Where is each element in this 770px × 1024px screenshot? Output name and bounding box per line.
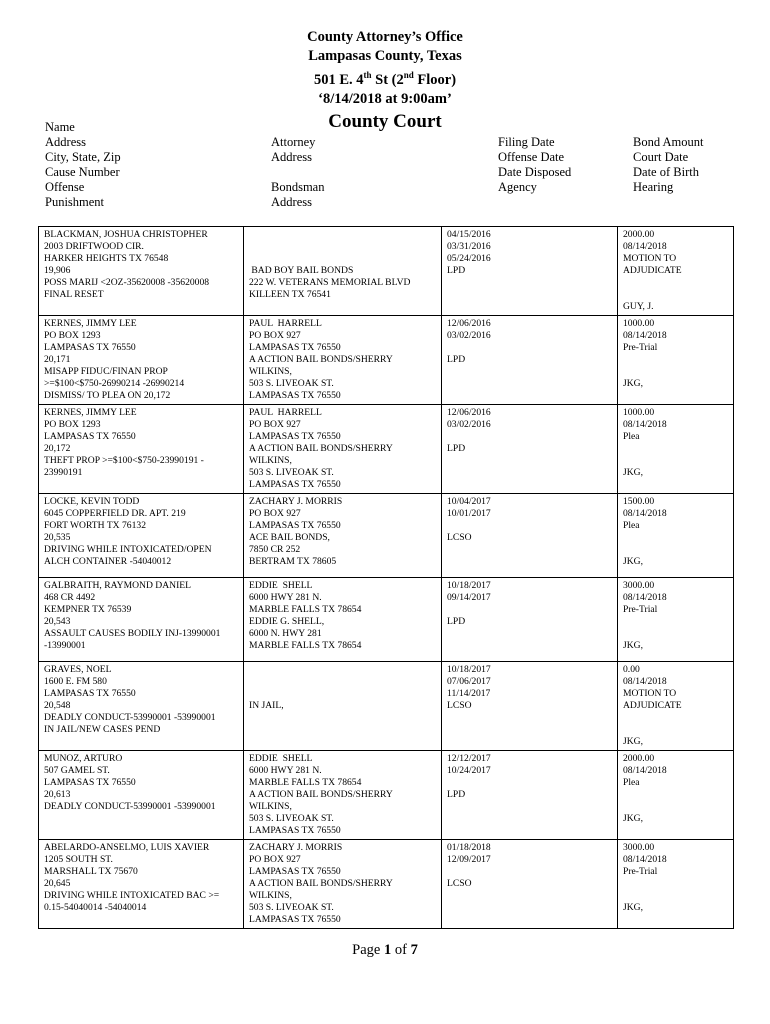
legend-label: City, State, Zip bbox=[45, 150, 121, 164]
defendant-cell: KERNES, JIMMY LEE PO BOX 1293 LAMPASAS TX 76550 20,171 MISAPP FIDUC/FINAN PROP >=$100<$750-26990214 -26990214 DISMISS/ TO PLEA ON 20,172 bbox=[39, 316, 244, 405]
legend-label bbox=[271, 120, 324, 135]
attorney-bondsman-cell: BAD BOY BAIL BONDS 222 W. VETERANS MEMORIAL BLVD KILLEEN TX 76541 bbox=[244, 227, 442, 316]
docket-row bbox=[39, 316, 734, 405]
legend-label: Date of Birth bbox=[633, 165, 699, 179]
dates-agency-cell: 01/18/2018 12/09/2017 LCSO bbox=[442, 840, 618, 929]
dates-agency-cell: 12/06/2016 03/02/2016 LPD bbox=[442, 405, 618, 494]
document-header bbox=[0, 28, 770, 134]
legend-col-dates bbox=[498, 120, 571, 210]
legend-label: Cause Number bbox=[45, 165, 120, 179]
defendant-cell: ABELARDO-ANSELMO, LUIS XAVIER 1205 SOUTH ST. MARSHALL TX 75670 20,645 DRIVING WHILE INTOXICATED BAC >= 0.15-54040014 -54040014 bbox=[39, 840, 244, 929]
docket-row bbox=[39, 494, 734, 578]
bond-court-cell: 1000.00 08/14/2018 Pre-Trial JKG, bbox=[618, 316, 734, 405]
dates-agency-cell: 12/06/2016 03/02/2016 LPD bbox=[442, 316, 618, 405]
docket-row bbox=[39, 662, 734, 751]
dates-agency-cell: 10/18/2017 07/06/2017 11/14/2017 LCSO bbox=[442, 662, 618, 751]
legend-col-attorney bbox=[271, 120, 324, 210]
legend-col-defendant bbox=[45, 120, 121, 210]
defendant-cell: MUNOZ, ARTURO 507 GAMEL ST. LAMPASAS TX 76550 20,613 DEADLY CONDUCT-53990001 -53990001 bbox=[39, 751, 244, 840]
attorney-bondsman-cell: ZACHARY J. MORRIS PO BOX 927 LAMPASAS TX 76550 A ACTION BAIL BONDS/SHERRY WILKINS, 503 S. LIVEOAK ST. LAMPASAS TX 76550 bbox=[244, 840, 442, 929]
page-footer: Page 1 of 7 bbox=[352, 942, 418, 958]
county-title: Lampasas County, Texas bbox=[308, 48, 462, 64]
legend-label: Address bbox=[45, 135, 86, 149]
docket-table bbox=[38, 226, 734, 929]
bond-court-cell: 3000.00 08/14/2018 Pre-Trial JKG, bbox=[618, 578, 734, 662]
legend-label bbox=[633, 195, 704, 210]
attorney-bondsman-cell: PAUL HARRELL PO BOX 927 LAMPASAS TX 76550 A ACTION BAIL BONDS/SHERRY WILKINS, 503 S. LIVEOAK ST. LAMPASAS TX 76550 bbox=[244, 316, 442, 405]
docket-row bbox=[39, 578, 734, 662]
bond-court-cell: 2000.00 08/14/2018 Plea JKG, bbox=[618, 751, 734, 840]
bond-court-cell: 2000.00 08/14/2018 MOTION TO ADJUDICATE GUY, J. bbox=[618, 227, 734, 316]
office-title: County Attorney’s Office bbox=[307, 29, 463, 45]
legend-label: Agency bbox=[498, 180, 537, 194]
legend-label: Attorney bbox=[271, 135, 316, 149]
legend-label bbox=[633, 120, 704, 135]
attorney-bondsman-cell: EDDIE SHELL 6000 HWY 281 N. MARBLE FALLS TX 78654 A ACTION BAIL BONDS/SHERRY WILKINS, 503 S. LIVEOAK ST. LAMPASAS TX 76550 bbox=[244, 751, 442, 840]
docket-row bbox=[39, 840, 734, 929]
bond-court-cell: 3000.00 08/14/2018 Pre-Trial JKG, bbox=[618, 840, 734, 929]
legend-label: Bondsman bbox=[271, 180, 325, 194]
docket-datetime: ‘8/14/2018 at 9:00am’ bbox=[318, 90, 452, 107]
attorney-bondsman-cell: EDDIE SHELL 6000 HWY 281 N. MARBLE FALLS TX 78654 EDDIE G. SHELL, 6000 N. HWY 281 MARBLE FALLS TX 78654 bbox=[244, 578, 442, 662]
page-total: 7 bbox=[410, 942, 418, 958]
legend-label: Court Date bbox=[633, 150, 689, 164]
page-number: 1 bbox=[383, 942, 392, 958]
legend-label: Name bbox=[45, 120, 75, 134]
legend-label bbox=[271, 165, 324, 180]
attorney-bondsman-cell: ZACHARY J. MORRIS PO BOX 927 LAMPASAS TX 76550 ACE BAIL BONDS, 7850 CR 252 BERTRAM TX 78605 bbox=[244, 494, 442, 578]
bond-court-cell: 0.00 08/14/2018 MOTION TO ADJUDICATE JKG, bbox=[618, 662, 734, 751]
legend-label: Filing Date bbox=[498, 135, 555, 149]
legend-label: Address bbox=[271, 195, 312, 209]
docket-row bbox=[39, 227, 734, 316]
legend-label bbox=[498, 120, 571, 135]
legend-label: Offense Date bbox=[498, 150, 565, 164]
bond-court-cell: 1000.00 08/14/2018 Plea JKG, bbox=[618, 405, 734, 494]
defendant-cell: KERNES, JIMMY LEE PO BOX 1293 LAMPASAS TX 76550 20,172 THEFT PROP >=$100<$750-23990191 - 23990191 bbox=[39, 405, 244, 494]
defendant-cell: LOCKE, KEVIN TODD 6045 COPPERFIELD DR. APT. 219 FORT WORTH TX 76132 20,535 DRIVING WHILE INTOXICATED/OPEN ALCH CONTAINER -54040012 bbox=[39, 494, 244, 578]
defendant-cell: GRAVES, NOEL 1600 E. FM 580 LAMPASAS TX 76550 20,548 DEADLY CONDUCT-53990001 -53990001 IN JAIL/NEW CASES PEND bbox=[39, 662, 244, 751]
legend-label: Hearing bbox=[633, 180, 674, 194]
defendant-cell: GALBRAITH, RAYMOND DANIEL 468 CR 4492 KEMPNER TX 76539 20,543 ASSAULT CAUSES BODILY INJ-13990001 -13990001 bbox=[39, 578, 244, 662]
defendant-cell: BLACKMAN, JOSHUA CHRISTOPHER 2003 DRIFTWOOD CIR. HARKER HEIGHTS TX 76548 19,906 POSS MARIJ <2OZ-35620008 -35620008 FINAL RESET bbox=[39, 227, 244, 316]
legend-label: Bond Amount bbox=[633, 135, 704, 149]
attorney-bondsman-cell: IN JAIL, bbox=[244, 662, 442, 751]
dates-agency-cell: 10/04/2017 10/01/2017 LCSO bbox=[442, 494, 618, 578]
bond-court-cell: 1500.00 08/14/2018 Plea JKG, bbox=[618, 494, 734, 578]
legend-col-bond bbox=[633, 120, 704, 210]
docket-table-body bbox=[39, 227, 734, 929]
legend-label: Address bbox=[271, 150, 312, 164]
court-title: County Court bbox=[328, 110, 442, 132]
legend-label: Date Disposed bbox=[498, 165, 572, 179]
dates-agency-cell: 10/18/2017 09/14/2017 LPD bbox=[442, 578, 618, 662]
legend-label bbox=[498, 195, 571, 210]
dates-agency-cell: 04/15/2016 03/31/2016 05/24/2016 LPD bbox=[442, 227, 618, 316]
attorney-bondsman-cell: PAUL HARRELL PO BOX 927 LAMPASAS TX 76550 A ACTION BAIL BONDS/SHERRY WILKINS, 503 S. LIVEOAK ST. LAMPASAS TX 76550 bbox=[244, 405, 442, 494]
docket-row bbox=[39, 405, 734, 494]
docket-row bbox=[39, 751, 734, 840]
legend-label: Offense bbox=[45, 180, 85, 194]
legend-label: Punishment bbox=[45, 195, 105, 209]
dates-agency-cell: 12/12/2017 10/24/2017 LPD bbox=[442, 751, 618, 840]
office-address: 501 E. 4th St (2nd Floor) bbox=[313, 70, 457, 88]
